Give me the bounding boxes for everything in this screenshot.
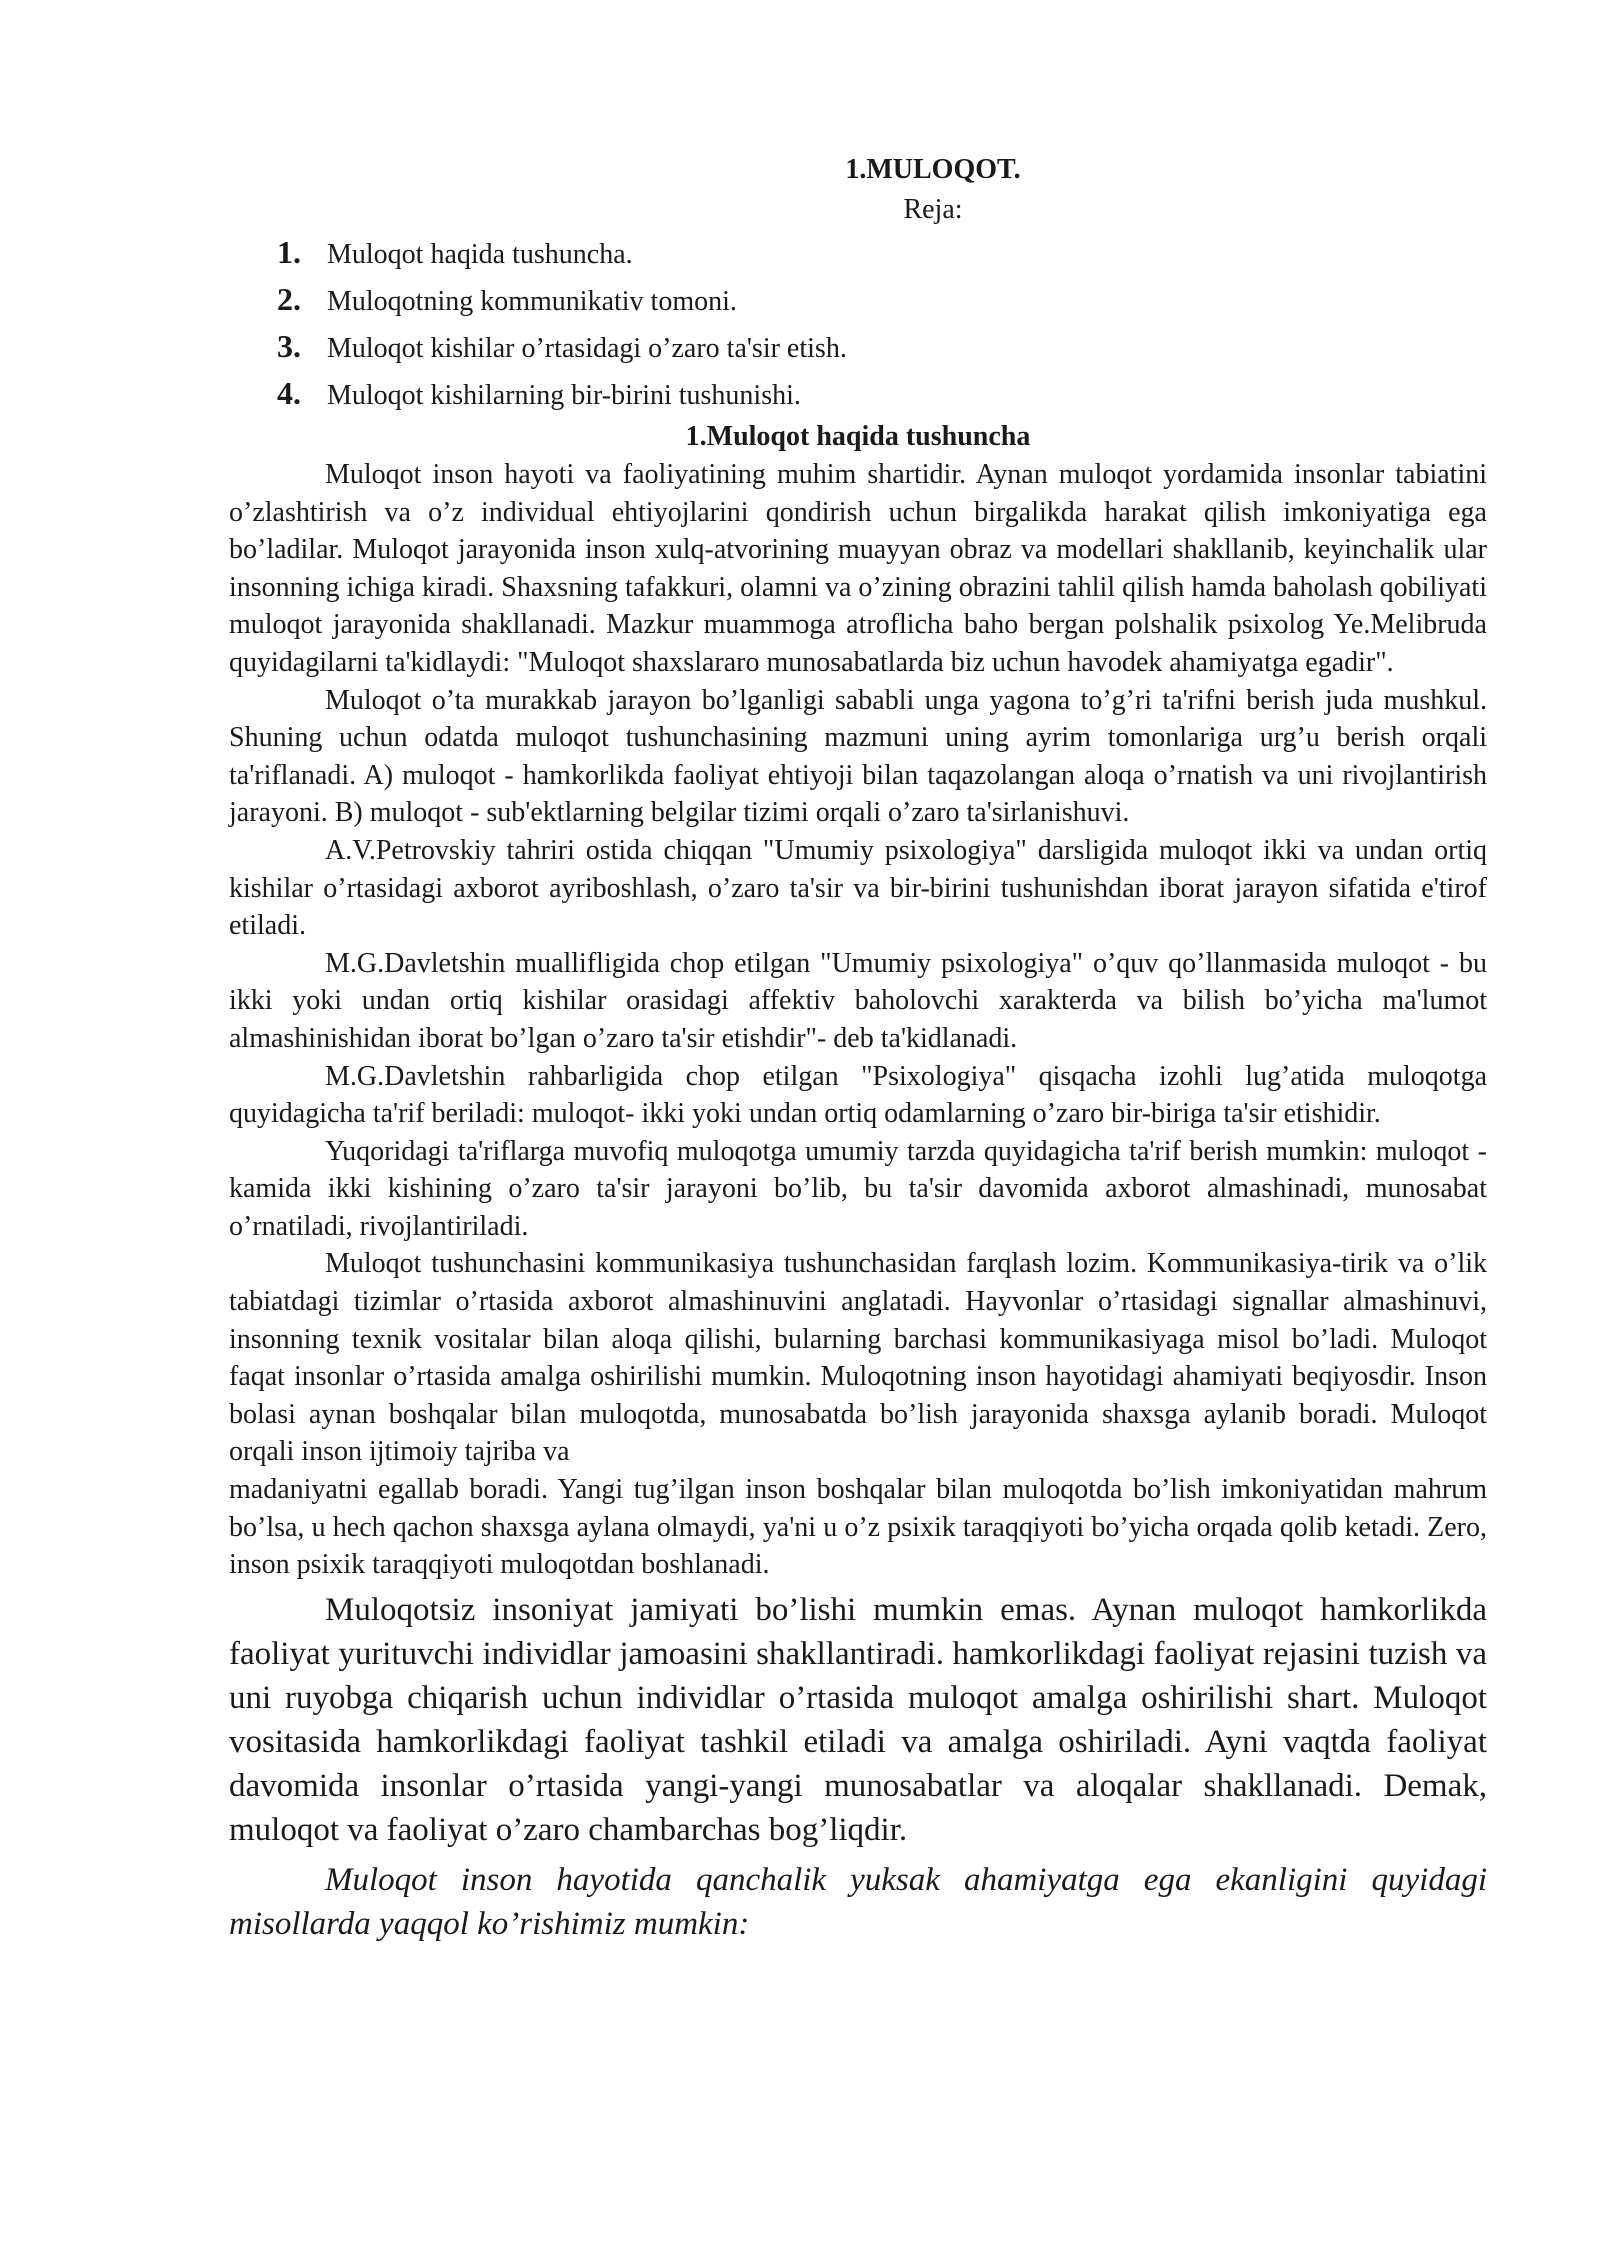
plan-item-number: 2. xyxy=(277,281,301,317)
body-paragraph-italic: Muloqot inson hayotida qanchalik yuksak ahamiyatga ega ekanligini quyidagi misollarda yaqqol ko’rishimiz mumkin: xyxy=(229,1861,1487,1942)
plan-item xyxy=(277,324,1487,371)
plan-list xyxy=(229,230,1487,418)
body-paragraph-large: Muloqotsiz insoniyat jamiyati bo’lishi mumkin emas. Aynan muloqot hamkorlikda faoliyat yurituvchi individlar jamoasini shakllantiradi. hamkorlikdagi faoliyat rejasini tuzish va uni ruyobga chiqarish uchun individlar o’rtasida muloqot amalga oshirilishi shart. Muloqot vositasida hamkorlikdagi faoliyat tashkil etiladi va amalga oshiriladi. Ayni vaqtda faoliyat davomida insonlar o’rtasida yangi-yangi munosabatlar va aloqalar shakllanadi. Demak, muloqot va faoliyat o’zaro chambarchas bog’liqdir. xyxy=(229,1591,1487,1848)
document-title: 1.MULOQOT. xyxy=(845,154,1021,185)
section-heading: 1.Muloqot haqida tushuncha xyxy=(685,421,1031,452)
plan-item xyxy=(277,277,1487,324)
plan-heading: Reja: xyxy=(903,194,963,225)
plan-item-number: 4. xyxy=(277,375,301,411)
body-paragraph-continued: madaniyatni egallab boradi. Yangi tug’ilgan inson boshqalar bilan muloqotda bo’lish imkoniyatidan mahrum bo’lsa, u hech qachon shaxsga aylana olmaydi, ya'ni u o’z psixik taraqqiyoti bo’yicha orqada qolib ketadi. Zero, inson psixik taraqqiyoti muloqotdan boshlanadi. xyxy=(229,1474,1487,1581)
plan-item-text: Muloqot kishilarning bir-birini tushunishi. xyxy=(327,380,801,411)
plan-item-text: Muloqot haqida tushuncha. xyxy=(327,239,633,270)
plan-item-text: Muloqot kishilar o’rtasidagi o’zaro ta'sir etish. xyxy=(327,333,847,364)
body-paragraph: Muloqot tushunchasini kommunikasiya tushunchasidan farqlash lozim. Kommunikasiya-tirik va o’lik tabiatdagi tizimlar o’rtasida axborot almashinuvini anglatadi. Hayvonlar o’rtasidagi signallar almashinuvi, insonning texnik vositalar bilan aloqa qilishi, bularning barchasi kommunikasiyaga misol bo’ladi. Muloqot faqat insonlar o’rtasida amalga oshirilishi mumkin. Muloqotning inson hayotidagi ahamiyati beqiyosdir. Inson bolasi aynan boshqalar bilan muloqotda, munosabatda bo’lish jarayonida shaxsga aylanib boradi. Muloqot orqali inson ijtimoiy tajriba va xyxy=(229,1248,1487,1468)
body-paragraph: M.G.Davletshin rahbarligida chop etilgan "Psixologiya" qisqacha izohli lug’atida muloqotga quyidagicha ta'rif beriladi: muloqot- ikki yoki undan ortiq odamlarning o’zaro bir-biriga ta'sir etishidir. xyxy=(229,1060,1487,1130)
plan-item-number: 1. xyxy=(277,234,301,270)
plan-item xyxy=(277,230,1487,277)
plan-item-number: 3. xyxy=(277,328,301,364)
document-page xyxy=(229,150,1487,1946)
body-paragraph: Yuqoridagi ta'riflarga muvofiq muloqotga umumiy tarzda quyidagicha ta'rif berish mumkin: muloqot - kamida ikki kishining o’zaro ta'sir jarayoni bo’lib, bu ta'sir davomida axborot almashinadi, munosabat o’rnatiladi, rivojlantiriladi. xyxy=(229,1135,1487,1242)
plan-item xyxy=(277,371,1487,418)
body-paragraph: Muloqot inson hayoti va faoliyatining muhim shartidir. Aynan muloqot yordamida insonlar tabiatini o’zlashtirish va o’z individual ehtiyojlarini qondirish uchun birgalikda harakat qilish imkoniyatiga ega bo’ladilar. Muloqot jarayonida inson xulq-atvorining muayyan obraz va modellari shakllanib, keyinchalik ular insonning ichiga kiradi. Shaxsning tafakkuri, olamni va o’zining obrazini tahlil qilish hamda baholash qobiliyati muloqot jarayonida shakllanadi. Mazkur muammoga atroflicha baho bergan polshalik psixolog Ye.Melibruda quyidagilarni ta'kidlaydi: "Muloqot shaxslararo munosabatlarda biz uchun havodek ahamiyatga egadir". xyxy=(229,459,1487,678)
body-paragraph: A.V.Petrovskiy tahriri ostida chiqqan "Umumiy psixologiya" darsligida muloqot ikki va undan ortiq kishilar o’rtasidagi axborot ayriboshlash, o’zaro ta'sir va bir-birini tushunishdan iborat jarayon sifatida e'tirof etiladi. xyxy=(229,834,1487,942)
plan-item-text: Muloqotning kommunikativ tomoni. xyxy=(327,286,737,317)
body-paragraph: Muloqot o’ta murakkab jarayon bo’lganligi sababli unga yagona to’g’ri ta'rifni berish juda mushkul. Shuning uchun odatda muloqot tushunchasining mazmuni uning ayrim tomonlariga urg’u berish orqali ta'riflanadi. A) muloqot - hamkorlikda faoliyat ehtiyoji bilan taqazolangan aloqa o’rnatish va uni rivojlantirish jarayoni. B) muloqot - sub'ektlarning belgilar tizimi orqali o’zaro ta'sirlanishuvi. xyxy=(229,684,1487,829)
body-paragraph: M.G.Davletshin muallifligida chop etilgan "Umumiy psixologiya" o’quv qo’llanmasida muloqot - bu ikki yoki undan ortiq kishilar orasidagi affektiv baholovchi xarakterda va bilish bo’yicha ma'lumot almashinishidan iborat bo’lgan o’zaro ta'sir etishdir"- deb ta'kidlanadi. xyxy=(229,947,1487,1054)
